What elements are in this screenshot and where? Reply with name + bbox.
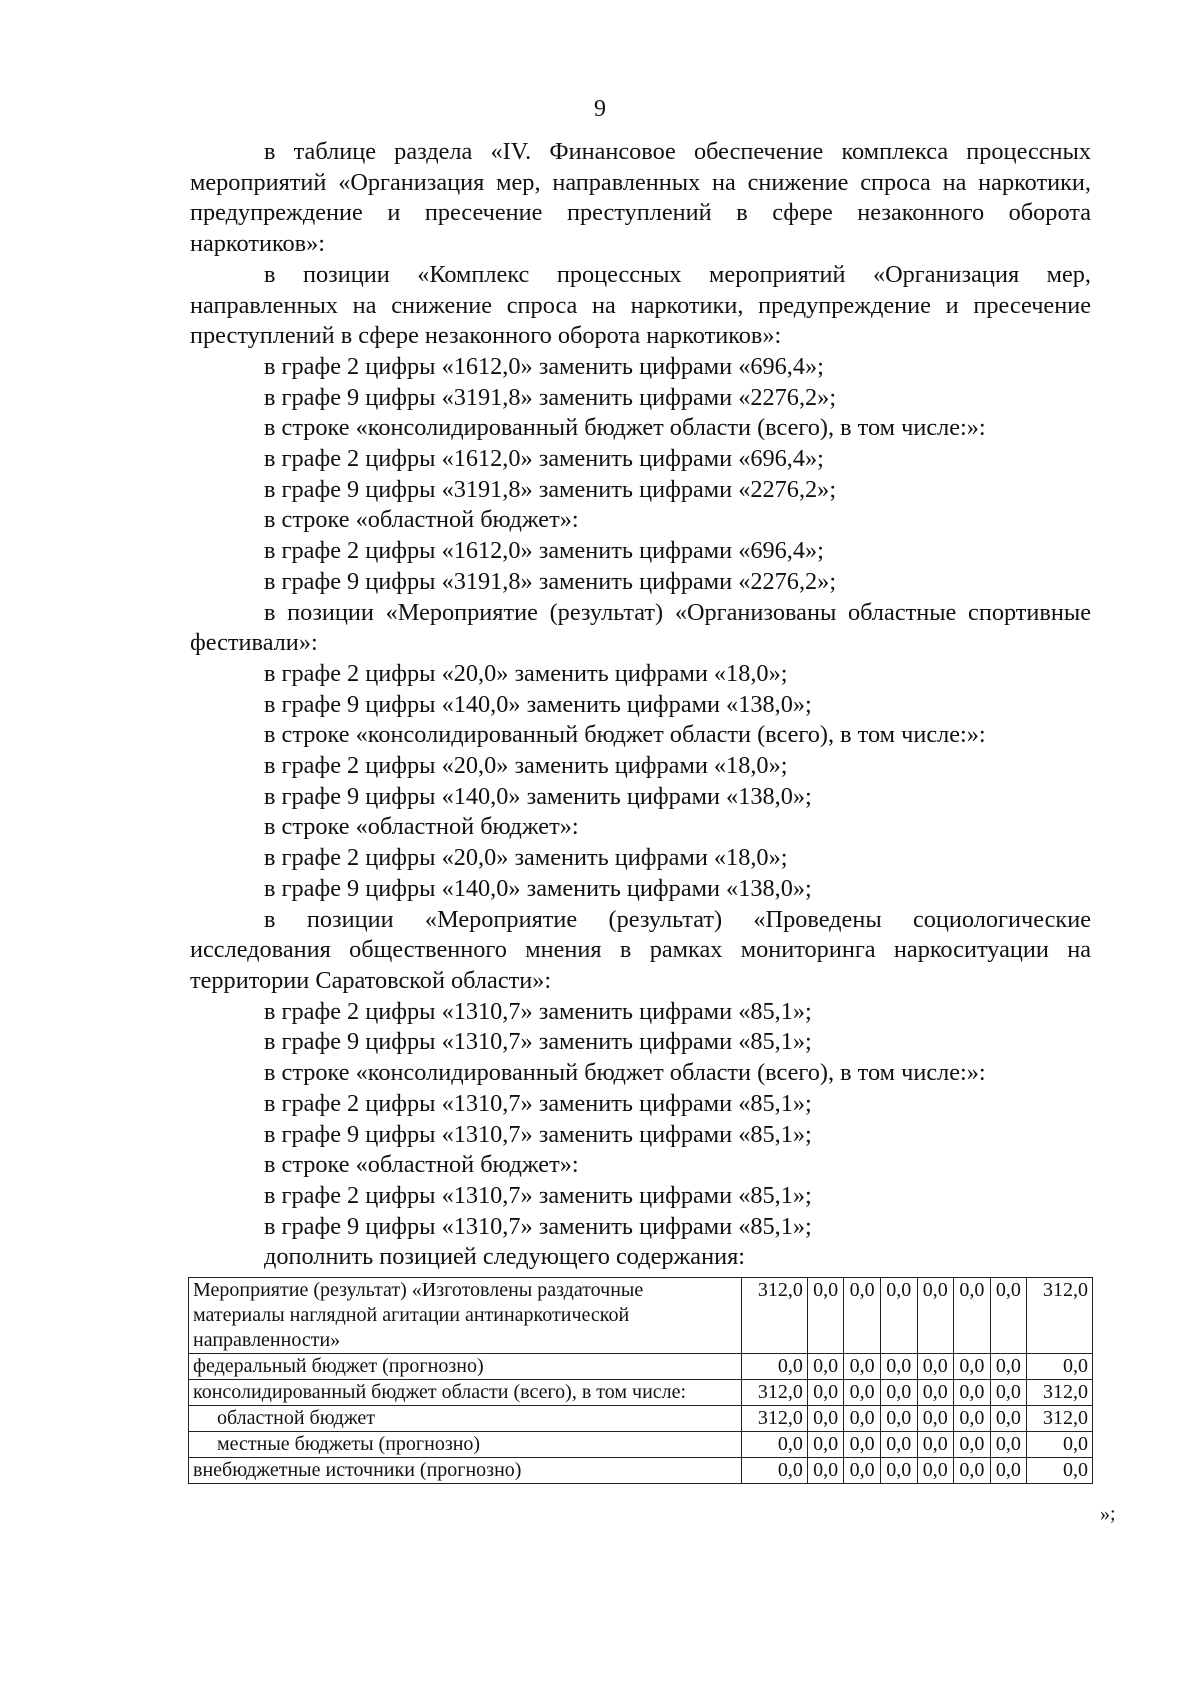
cell-value: 0,0 — [990, 1432, 1027, 1458]
list-line: в графе 9 цифры «3191,8» заменить цифрами «2276,2»; — [264, 475, 837, 503]
cell-value: 0,0 — [917, 1406, 954, 1432]
page-number: 9 — [594, 96, 606, 122]
row-label: областной бюджет — [189, 1406, 742, 1432]
table-row — [189, 1278, 1093, 1354]
list-line: в графе 9 цифры «1310,7» заменить цифрами «85,1»; — [264, 1212, 812, 1240]
table-row — [189, 1432, 1093, 1458]
table-row — [189, 1458, 1093, 1484]
paragraph: в позиции «Комплекс процессных мероприятий «Организация мер, направленных на снижение спроса на наркотики, предупреждение и пресечение преступлений в сфере незаконного оборота наркотиков»: — [190, 260, 1091, 350]
cell-value: 0,0 — [917, 1380, 954, 1406]
cell-value: 0,0 — [1027, 1432, 1093, 1458]
cell-value: 0,0 — [990, 1354, 1027, 1380]
list-line: в графе 2 цифры «20,0» заменить цифрами «18,0»; — [264, 659, 788, 687]
cell-value: 0,0 — [954, 1278, 991, 1354]
table-closing-mark: »; — [1100, 1503, 1116, 1525]
row-label: внебюджетные источники (прогнозно) — [189, 1458, 742, 1484]
list-line: в строке «консолидированный бюджет области (всего), в том числе:»: — [264, 414, 986, 442]
list-line: в графе 2 цифры «20,0» заменить цифрами «18,0»; — [264, 752, 788, 780]
cell-value: 0,0 — [880, 1406, 917, 1432]
cell-value: 0,0 — [990, 1406, 1027, 1432]
table-row — [189, 1406, 1093, 1432]
cell-value: 0,0 — [844, 1380, 881, 1406]
list-line: в строке «консолидированный бюджет области (всего), в том числе:»: — [264, 1059, 986, 1087]
row-label: Мероприятие (результат) «Изготовлены раздаточные материалы наглядной агитации антинаркотической направленности» — [189, 1278, 742, 1354]
paragraph: в позиции «Мероприятие (результат) «Организованы областные спортивные фестивали»: — [190, 598, 1091, 657]
cell-value: 0,0 — [990, 1278, 1027, 1354]
cell-value: 312,0 — [1027, 1278, 1093, 1354]
cell-value: 0,0 — [917, 1432, 954, 1458]
list-line: в графе 9 цифры «1310,7» заменить цифрами «85,1»; — [264, 1120, 812, 1148]
cell-value: 0,0 — [917, 1278, 954, 1354]
cell-value: 0,0 — [807, 1278, 844, 1354]
cell-value: 0,0 — [742, 1432, 808, 1458]
list-line: в строке «областной бюджет»: — [264, 1151, 579, 1179]
list-line: в строке «областной бюджет»: — [264, 506, 579, 534]
paragraph: в позиции «Мероприятие (результат) «Проведены социологические исследования общественного мнения в рамках мониторинга наркоситуации на территории Саратовской области»: — [190, 905, 1091, 994]
cell-value: 0,0 — [954, 1354, 991, 1380]
cell-value: 0,0 — [1027, 1354, 1093, 1380]
cell-value: 0,0 — [990, 1458, 1027, 1484]
cell-value: 0,0 — [954, 1406, 991, 1432]
cell-value: 0,0 — [954, 1432, 991, 1458]
cell-value: 0,0 — [880, 1432, 917, 1458]
cell-value: 0,0 — [807, 1432, 844, 1458]
cell-value: 0,0 — [880, 1458, 917, 1484]
cell-value: 0,0 — [880, 1278, 917, 1354]
cell-value: 0,0 — [990, 1380, 1027, 1406]
cell-value: 0,0 — [1027, 1458, 1093, 1484]
cell-value: 0,0 — [954, 1458, 991, 1484]
budget-table — [188, 1277, 1093, 1484]
table-row — [189, 1380, 1093, 1406]
list-line: в графе 2 цифры «1612,0» заменить цифрами «696,4»; — [264, 537, 824, 565]
cell-value: 0,0 — [742, 1458, 808, 1484]
list-line: в графе 2 цифры «1310,7» заменить цифрами «85,1»; — [264, 1181, 812, 1209]
list-line: в графе 9 цифры «3191,8» заменить цифрами «2276,2»; — [264, 383, 837, 411]
list-line: в графе 9 цифры «140,0» заменить цифрами «138,0»; — [264, 874, 812, 902]
cell-value: 0,0 — [880, 1380, 917, 1406]
cell-value: 0,0 — [844, 1354, 881, 1380]
list-line: в графе 2 цифры «1310,7» заменить цифрами «85,1»; — [264, 997, 812, 1025]
cell-value: 0,0 — [807, 1406, 844, 1432]
cell-value: 0,0 — [917, 1458, 954, 1484]
cell-value: 0,0 — [844, 1458, 881, 1484]
list-line: в графе 9 цифры «140,0» заменить цифрами «138,0»; — [264, 782, 812, 810]
cell-value: 0,0 — [844, 1278, 881, 1354]
cell-value: 0,0 — [954, 1380, 991, 1406]
cell-value: 0,0 — [807, 1380, 844, 1406]
list-line: дополнить позицией следующего содержания: — [264, 1243, 746, 1271]
list-line: в графе 9 цифры «3191,8» заменить цифрами «2276,2»; — [264, 567, 837, 595]
cell-value: 312,0 — [1027, 1380, 1093, 1406]
row-label: консолидированный бюджет области (всего), в том числе: — [189, 1380, 742, 1406]
cell-value: 312,0 — [1027, 1406, 1093, 1432]
list-line: в графе 2 цифры «1310,7» заменить цифрами «85,1»; — [264, 1089, 812, 1117]
list-line: в строке «консолидированный бюджет области (всего), в том числе:»: — [264, 721, 986, 749]
cell-value: 0,0 — [844, 1406, 881, 1432]
list-line: в графе 9 цифры «140,0» заменить цифрами «138,0»; — [264, 690, 812, 718]
list-line: в графе 2 цифры «1612,0» заменить цифрами «696,4»; — [264, 352, 824, 380]
cell-value: 0,0 — [917, 1354, 954, 1380]
list-line: в строке «областной бюджет»: — [264, 813, 579, 841]
cell-value: 312,0 — [742, 1406, 808, 1432]
cell-value: 0,0 — [880, 1354, 917, 1380]
cell-value: 0,0 — [807, 1354, 844, 1380]
cell-value: 0,0 — [844, 1432, 881, 1458]
document-body — [190, 137, 1091, 1273]
row-label: федеральный бюджет (прогнозно) — [189, 1354, 742, 1380]
cell-value: 312,0 — [742, 1278, 808, 1354]
cell-value: 312,0 — [742, 1380, 808, 1406]
list-line: в графе 2 цифры «1612,0» заменить цифрами «696,4»; — [264, 445, 824, 473]
list-line: в графе 2 цифры «20,0» заменить цифрами «18,0»; — [264, 844, 788, 872]
list-line: в графе 9 цифры «1310,7» заменить цифрами «85,1»; — [264, 1028, 812, 1056]
cell-value: 0,0 — [807, 1458, 844, 1484]
cell-value: 0,0 — [742, 1354, 808, 1380]
row-label: местные бюджеты (прогнозно) — [189, 1432, 742, 1458]
table-row — [189, 1354, 1093, 1380]
paragraph: в таблице раздела «IV. Финансовое обеспечение комплекса процессных мероприятий «Организация мер, направленных на снижение спроса на наркотики, предупреждение и пресечение преступлений в сфере незаконного оборота наркотиков»: — [190, 138, 1091, 258]
